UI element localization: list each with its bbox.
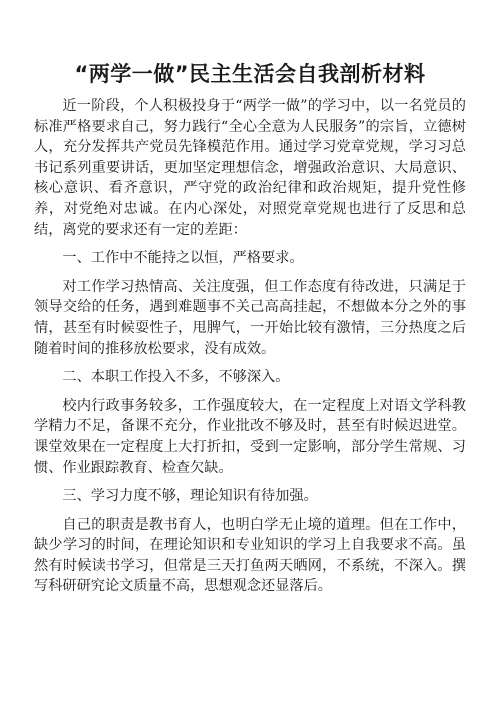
section-2-paragraph: 校内行政事务较多，工作强度较大，在一定程度上对语文学科教学精力不足，备课不充分，作业批改不够及时，甚至有时候迟进堂。课堂效果在一定程度上大打折扣，受到一定影响，部分学生常规、习惯、作业跟踪教育、检查欠缺。 xyxy=(34,397,466,476)
section-2-heading: 二、本职工作投入不多，不够深入。 xyxy=(62,369,290,386)
section-3-paragraph: 自己的职责是教书育人，也明白学无止境的道理。但在工作中，缺少学习的时间，在理论知识和专业知识的学习上自我要求不高。虽然有时候读书学习，但常是三天打鱼两天晒网，不系统，不深入。撰写科研研究论文质量不高，思想观念还显落后。 xyxy=(34,516,466,595)
document-body xyxy=(34,96,466,597)
document-title: “两学一做”民主生活会自我剖析材料 xyxy=(74,62,426,86)
section-3-heading: 三、学习力度不够，理论知识有待加强。 xyxy=(62,488,318,505)
section-1-heading: 一、工作中不能持之以恒，严格要求。 xyxy=(62,250,304,267)
section-1-paragraph: 对工作学习热情高、关注度强，但工作态度有待改进，只满足于领导交给的任务，遇到难题事不关己高高挂起，不想做本分之外的事情，甚至有时候耍性子，甩脾气，一开始比较有激情，三分热度之后随着时间的推移放松要求，没有成效。 xyxy=(34,278,466,357)
intro-paragraph: 近一阶段，个人积极投身于“两学一做”的学习中，以一名党员的标准严格要求自己，努力践行“全心全意为人民服务”的宗旨，立德树人，充分发挥共产党员先锋模范作用。通过学习党章党规，学习习总书记系列重要讲话，更加坚定理想信念，增强政治意识、大局意识、核心意识、看齐意识，严守党的政治纪律和政治规矩，提升党性修养，对党绝对忠诚。在内心深处，对照党章党规也进行了反思和总结，离党的要求还有一定的差距： xyxy=(34,98,466,238)
